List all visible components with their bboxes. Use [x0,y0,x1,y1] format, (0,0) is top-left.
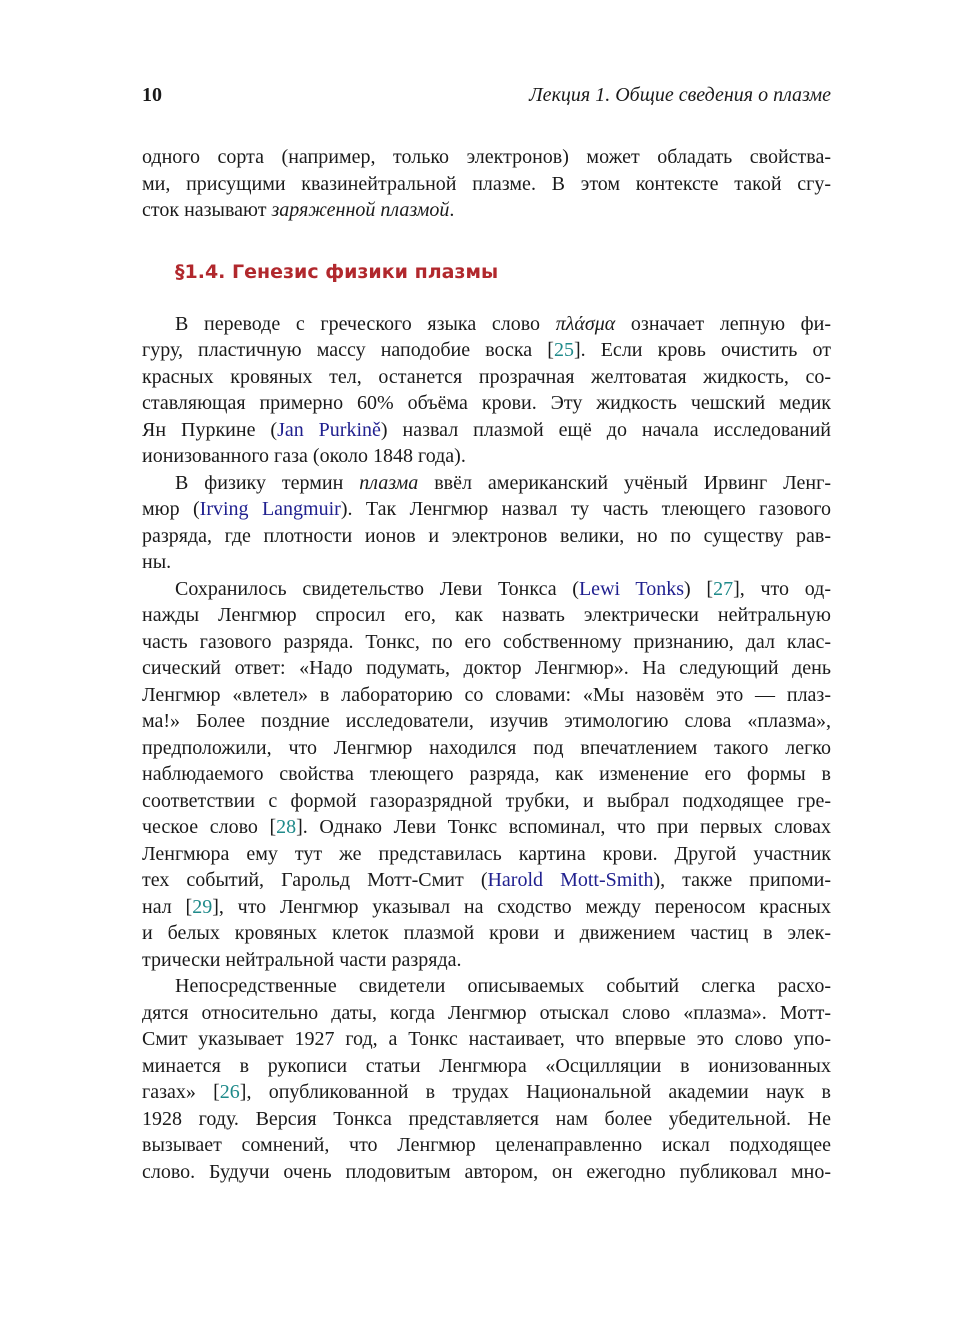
text-line [142,629,831,656]
text-run: и белых кровяных клеток плазмой крови и движением частиц в элек- [142,922,831,944]
text-line [142,443,831,470]
page-body [142,144,831,1185]
text-line [142,1000,831,1027]
emphasized-term: заряженной плазмой [271,199,450,221]
text-line [142,920,831,947]
text-line [142,549,831,576]
text-run: вызывает сомнений, что Ленгмюр целенаправленно искал подходящее [142,1134,831,1156]
text-run: газах» [ [142,1081,220,1103]
text-run: нажды Ленгмюр спросил его, как назвать электрически нейтральную [142,604,831,626]
text-run: ], что Ленгмюр указывал на сходство между переносом красных [212,895,831,918]
text-line [142,655,831,682]
text-run: В физику термин [175,471,360,494]
text-line [142,390,831,417]
text-run: мюр ( [142,498,200,520]
text-line [142,311,831,338]
text-line [142,364,831,391]
text-run: ) назвал плазмой ещё до начала исследований [380,418,831,441]
text-line [142,1053,831,1080]
emphasized-term: πλάσμα [555,312,616,335]
text-run: красных кровяных тел, останется прозрачная желтоватая жидкость, со- [142,365,831,388]
text-run: ), также припоми- [653,869,832,891]
text-line [142,417,831,444]
text-run: предположили, что Ленгмюр находился под впечатлением такого легко [142,736,831,759]
text-run: ставляющая примерно 60% объёма крови. Эту жидкость чешский медик [142,392,831,414]
citation-link[interactable]: 29 [192,895,213,918]
intro-paragraph [142,144,831,224]
text-run: наблюдаемого свойства тлеющего разряда, как изменение его формы в [142,763,831,785]
name-link[interactable]: Lewi Tonks [578,577,685,600]
text-run: сический ответ: «Надо подумать, доктор Ленгмюр». На следующий день [142,657,831,679]
text-run: одного сорта (например, только электронов) может обладать свойства- [142,146,831,168]
text-run: ми, присущими квазинейтральной плазме. В этом контексте такой сгу- [142,172,831,195]
text-line [142,470,831,497]
citation-link[interactable]: 27 [713,577,734,600]
text-run: часть газового разряда. Тонкс, по его собственному признанию, дал клас- [142,630,831,653]
text-run: ионизованного газа (около 1848 года). [142,445,466,467]
text-run: ). Так Ленгмюр назвал ту часть тлеющего газового [340,498,831,520]
text-line [142,841,831,868]
text-run: Смит указывает 1927 год, а Тонкс настаивает, что впервые это слово упо- [142,1028,831,1050]
text-line [142,576,831,603]
running-title: Лекция 1. Общие сведения о плазме [529,84,831,106]
text-run: сток называют [142,199,272,221]
text-run: ], опубликованной в трудах Национальной академии наук в [239,1081,831,1103]
text-line [142,496,831,523]
citation-link[interactable]: 28 [276,816,297,838]
text-run: ческое слово [ [142,816,277,838]
citation-link[interactable]: 26 [219,1081,240,1103]
text-run: ма!» Более поздние исследователи, изучив этимологию слова «плазма», [142,710,831,732]
text-run: ) [ [684,577,714,600]
text-line [142,171,831,198]
text-run: Ян Пуркине ( [142,418,278,441]
text-run: ны. [142,551,172,573]
text-run: дятся относительно даты, когда Ленгмюр отыскал слово «плазма». Мотт- [142,1001,831,1024]
text-run: ввёл американский учёный Ирвинг Ленг- [418,471,832,494]
text-line [142,894,831,921]
text-line [142,602,831,629]
text-run: нал [ [142,895,193,918]
text-line [142,788,831,815]
text-line [142,144,831,171]
text-run: . [449,199,455,221]
text-run: Непосредственные свидетели описываемых событий слегка расхо- [175,975,831,997]
citation-link[interactable]: 25 [553,339,574,361]
text-line [142,735,831,762]
text-line [142,682,831,709]
text-line [142,1026,831,1053]
text-run: В переводе с греческого языка слово [175,312,556,335]
text-line [142,947,831,974]
text-run: означает лепную фи- [615,312,832,335]
text-run: Сохранилось свидетельство Леви Тонкса ( [175,577,579,600]
name-link[interactable]: Irving Langmuir [199,498,341,520]
text-run: тех событий, Гарольд Мотт-Смит ( [142,869,488,891]
text-run: слово. Будучи очень плодовитым автором, он ежегодно публиковал мно- [142,1160,831,1183]
text-line [142,973,831,1000]
text-run: Ленгмюра ему тут же представилась картина крови. Другой участник [142,842,831,865]
text-line [142,708,831,735]
text-line [142,867,831,894]
text-line [142,337,831,364]
section-text [142,311,831,1186]
text-run: ], что од- [733,577,831,600]
text-run: 1928 году. Версия Тонкса представляется нам более убедительной. Не [142,1107,831,1130]
text-line [142,1132,831,1159]
text-run: разряда, где плотности ионов и электронов велики, но по существу рав- [142,524,831,547]
text-run: ]. Если кровь очистить от [573,339,831,361]
name-link[interactable]: Harold Mott-Smith [487,869,654,891]
text-run: трически нейтральной части разряда. [142,948,462,971]
text-line [142,814,831,841]
text-line [142,1159,831,1186]
text-run: Ленгмюр «влетел» в лабораторию со словами: «Мы назовём это — плаз- [142,683,831,706]
text-run: минается в рукописи статьи Ленгмюра «Осцилляции в ионизованных [142,1054,831,1077]
text-run: ]. Однако Леви Тонкс вспоминал, что при первых словах [296,816,831,838]
name-link[interactable]: Jan Purkině [277,418,381,441]
text-line [142,761,831,788]
page-number: 10 [142,84,162,106]
text-run: гуру, пластичную массу наподобие воска [ [142,339,554,361]
emphasized-term: плазма [359,471,419,494]
text-line [142,1106,831,1133]
text-line [142,1079,831,1106]
text-line [142,523,831,550]
section-heading: §1.4. Генезис физики плазмы [175,261,499,283]
text-run: соответствии с формой газоразрядной трубки, и выбрал подходящее гре- [142,789,831,812]
text-line [142,197,831,224]
running-header [142,84,831,112]
